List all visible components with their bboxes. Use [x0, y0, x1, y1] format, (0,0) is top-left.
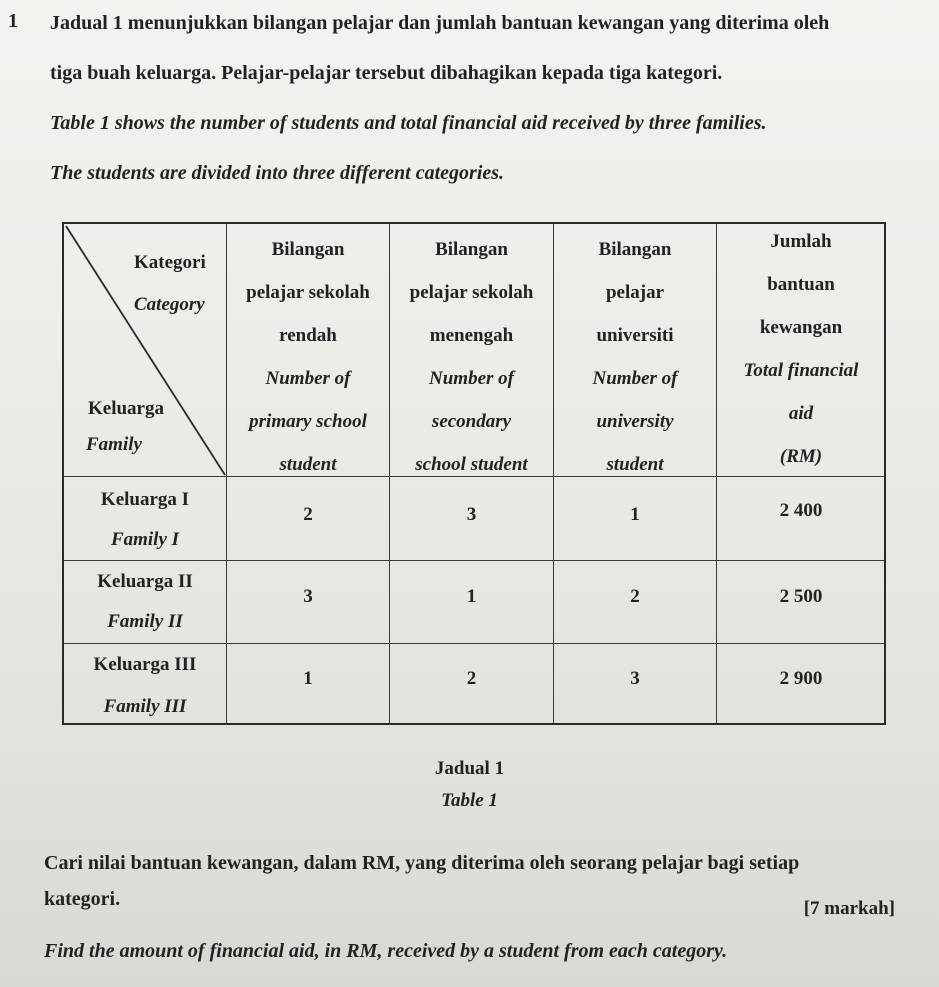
question-number: 1 — [8, 10, 18, 32]
table-cell: 3 — [466, 504, 477, 525]
table-cell: 2 — [630, 586, 640, 607]
table-caption-english: Table 1 — [441, 790, 498, 811]
column-header: Bilangan pelajar universiti Number of university student — [592, 239, 678, 475]
table-cell: 3 — [303, 586, 313, 607]
data-table — [62, 222, 886, 725]
question-malay-line-1: Cari nilai bantuan kewangan, dalam RM, yang diterima oleh seorang pelajar bagi setiap — [44, 852, 800, 874]
intro-english-line-2: The students are divided into three different categories. — [50, 162, 505, 184]
table-cell: 2 500 — [779, 586, 823, 607]
row-label-family-3: Keluarga III Family III — [93, 654, 197, 717]
table-divider — [716, 224, 717, 723]
intro-english-line-1: Table 1 shows the number of students and total financial aid received by three families. — [50, 112, 767, 134]
column-header: Bilangan pelajar sekolah rendah Number of primary school student — [246, 239, 370, 475]
intro-malay-line-1: Jadual 1 menunjukkan bilangan pelajar dan jumlah bantuan kewangan yang diterima oleh — [50, 12, 830, 34]
corner-keluarga: Keluarga — [88, 398, 164, 419]
table-cell: 2 900 — [779, 668, 823, 689]
row-label-family-1: Keluarga I Family I — [100, 489, 190, 550]
table-caption-malay: Jadual 1 — [434, 758, 505, 779]
row-label-family-2: Keluarga II Family II — [97, 571, 193, 632]
column-header: Bilangan pelajar sekolah menengah Number of secondary school student — [409, 239, 534, 475]
table-divider — [389, 224, 390, 723]
table-divider — [553, 224, 554, 723]
table-cell: 3 — [630, 668, 640, 689]
corner-kategori: Kategori — [134, 252, 206, 273]
column-header: Jumlah bantuan kewangan Total financial aid (RM) — [743, 231, 859, 467]
table-cell: 2 — [466, 668, 477, 689]
intro-malay-line-2: tiga buah keluarga. Pelajar-pelajar tersebut dibahagikan kepada tiga kategori. — [50, 62, 723, 84]
question-english: Find the amount of financial aid, in RM, received by a student from each category. — [44, 940, 728, 962]
table-cell: 1 — [466, 586, 477, 607]
table-cell: 1 — [303, 668, 313, 689]
table-cell: 1 — [630, 504, 640, 525]
question-malay-line-2: kategori. — [44, 888, 121, 910]
corner-category: Category — [134, 294, 205, 315]
table-divider — [64, 560, 884, 561]
corner-family: Family — [86, 434, 142, 455]
marks-label: [7 markah] — [803, 898, 895, 919]
table-cell: 2 400 — [779, 500, 823, 521]
table-cell: 2 — [303, 504, 313, 525]
